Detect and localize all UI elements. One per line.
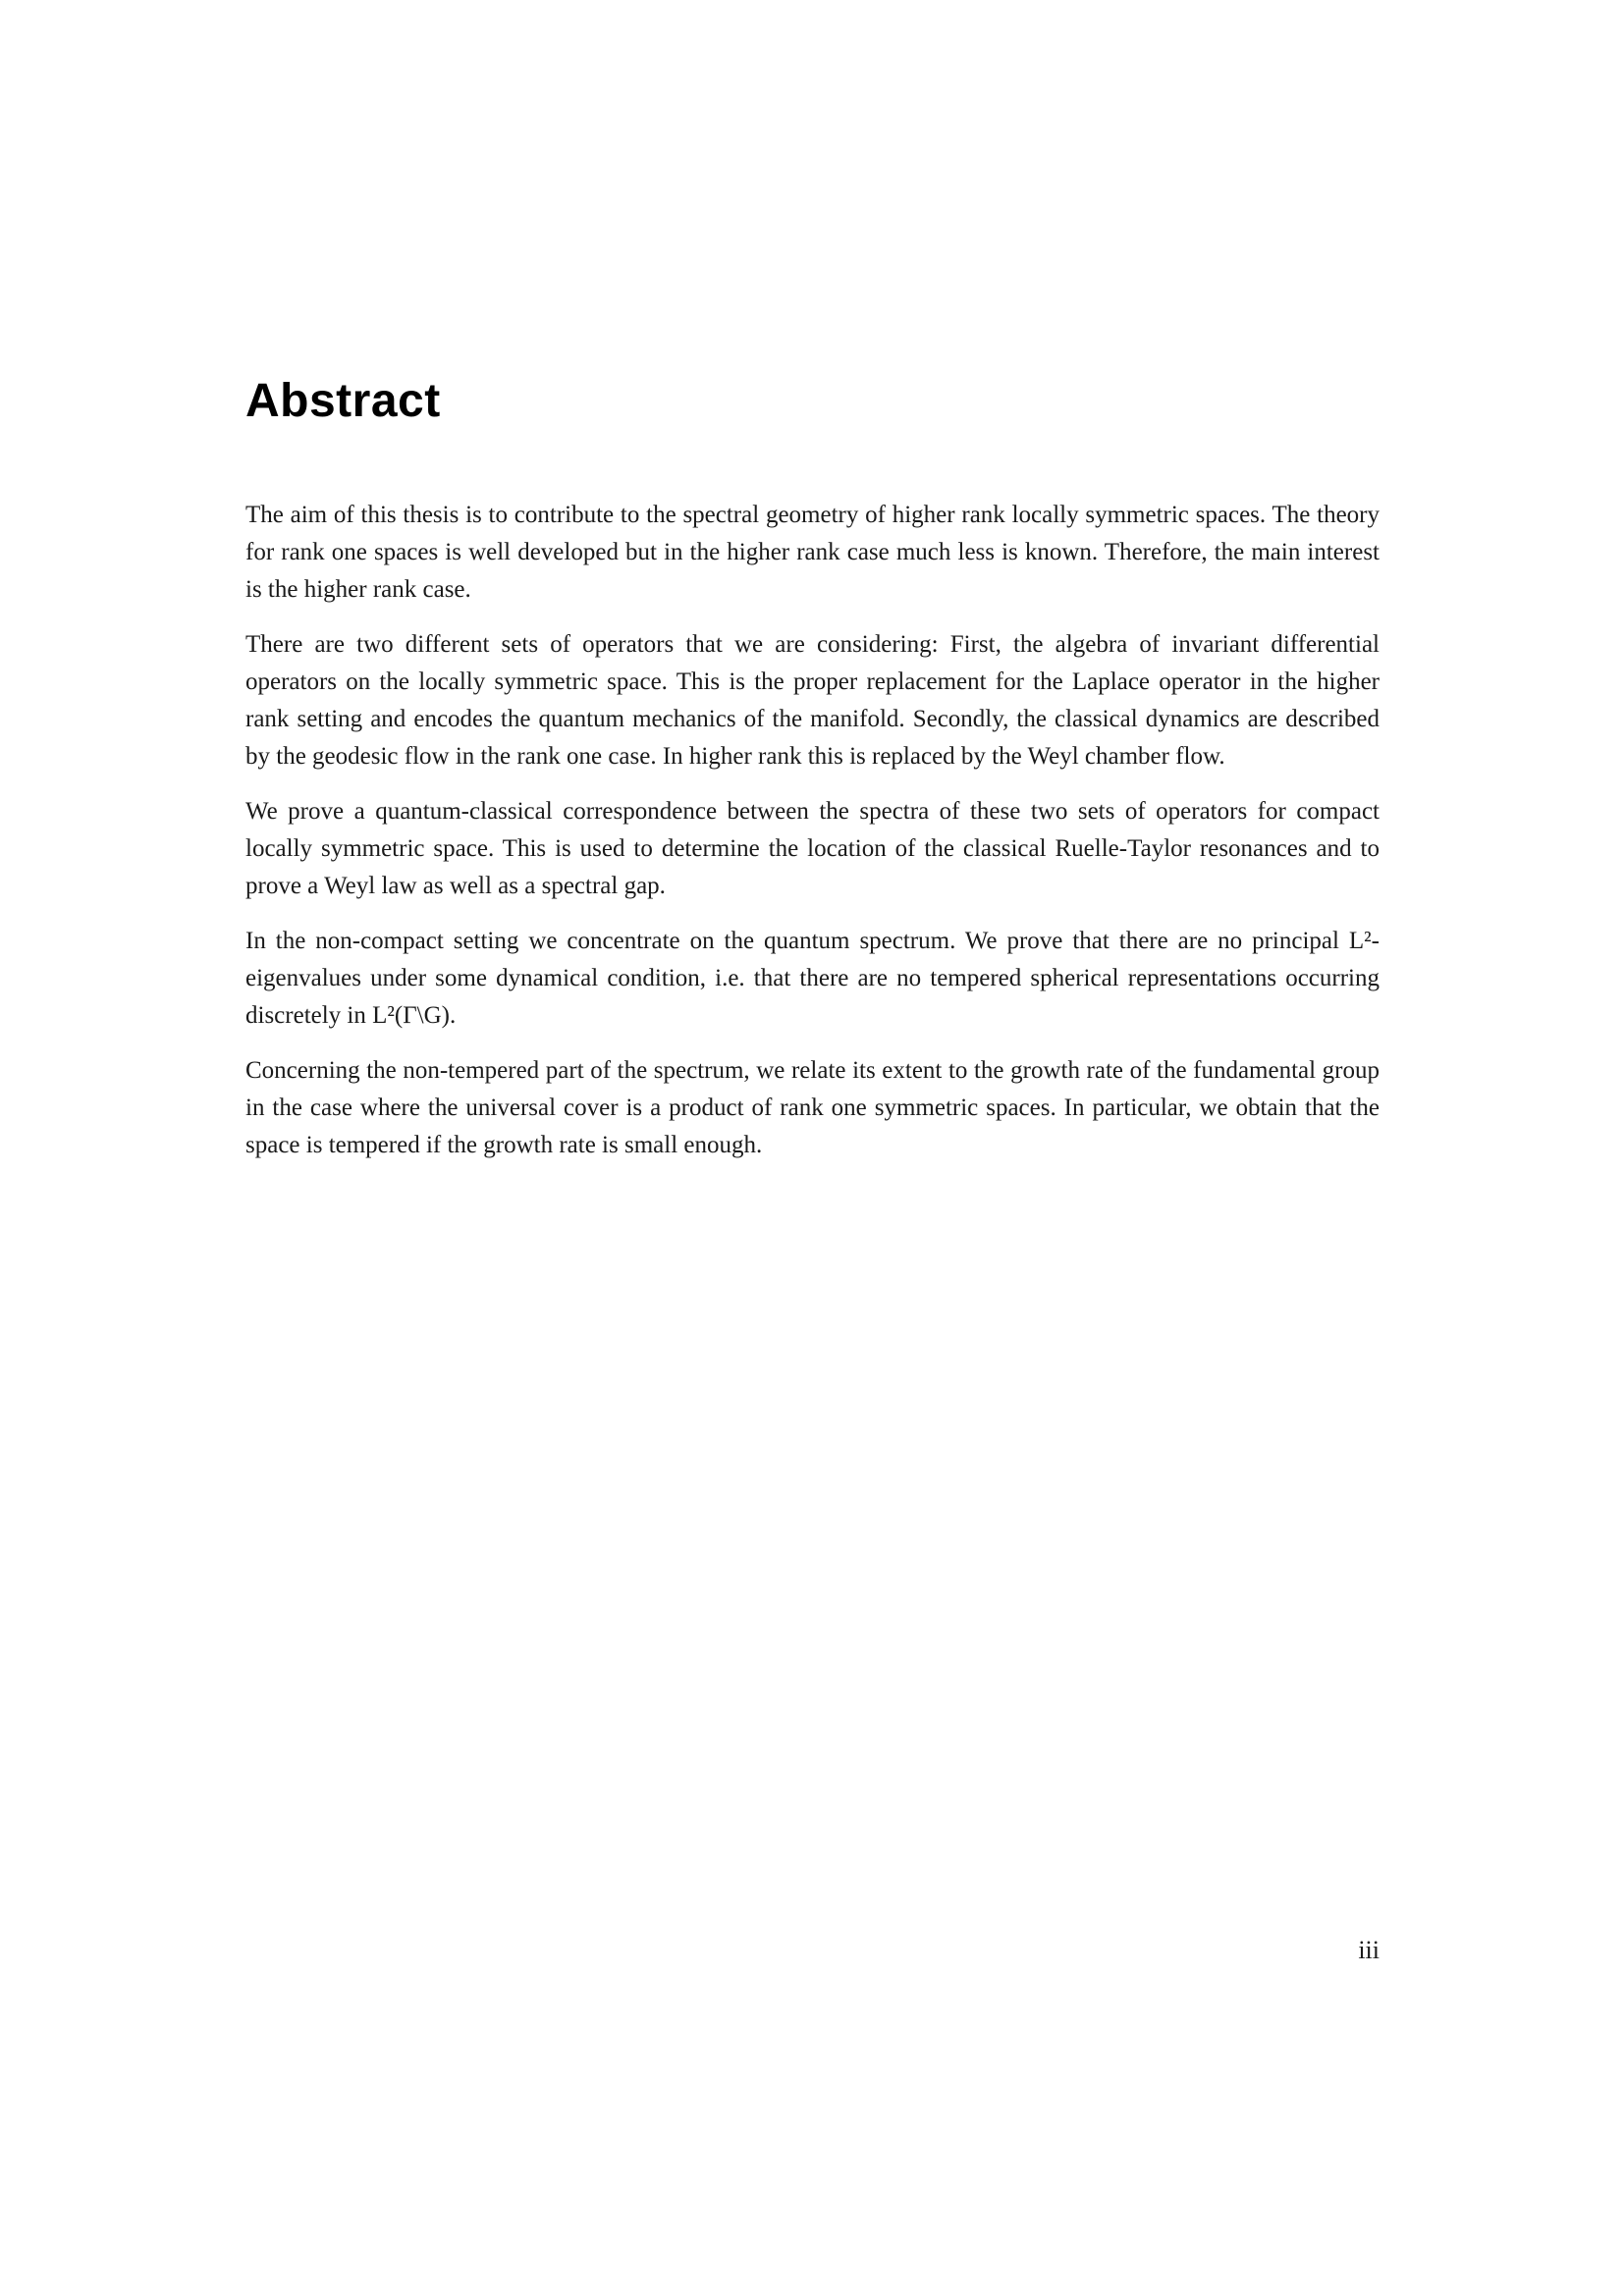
abstract-paragraph-1: The aim of this thesis is to contribute to the spectral geometry of higher rank locally symmetric spaces. The theory for rank one spaces is well developed but in the higher rank case much less is known. Therefore, the main interest is the higher rank case. [245, 501, 1380, 603]
page-number: iii [1358, 1936, 1380, 1964]
abstract-paragraph-2: There are two different sets of operators that we are considering: First, the algebra of invariant differential operators on the locally symmetric space. This is the proper replacement for the Laplace operator in the higher rank setting and encodes the quantum mechanics of the manifold. Secondly, the classical dynamics are described by the geodesic flow in the rank one case. In higher rank this is replaced by the Weyl chamber flow. [245, 630, 1380, 770]
abstract-heading: Abstract [245, 375, 441, 427]
abstract-paragraph-3: We prove a quantum-classical correspondence between the spectra of these two sets of operators for compact locally symmetric space. This is used to determine the location of the classical Ruelle-Taylor resonances and to prove a Weyl law as well as a spectral gap. [245, 797, 1380, 899]
abstract-content [245, 376, 1380, 1182]
abstract-paragraph-4: In the non-compact setting we concentrate on the quantum spectrum. We prove that there are no principal L²-eigenvalues under some dynamical condition, i.e. that there are no tempered spherical representations occurring discretely in L²(Γ\G). [245, 927, 1380, 1029]
abstract-paragraph-5: Concerning the non-tempered part of the spectrum, we relate its extent to the growth rate of the fundamental group in the case where the universal cover is a product of rank one symmetric spaces. In particular, we obtain that the space is tempered if the growth rate is small enough. [245, 1056, 1380, 1158]
